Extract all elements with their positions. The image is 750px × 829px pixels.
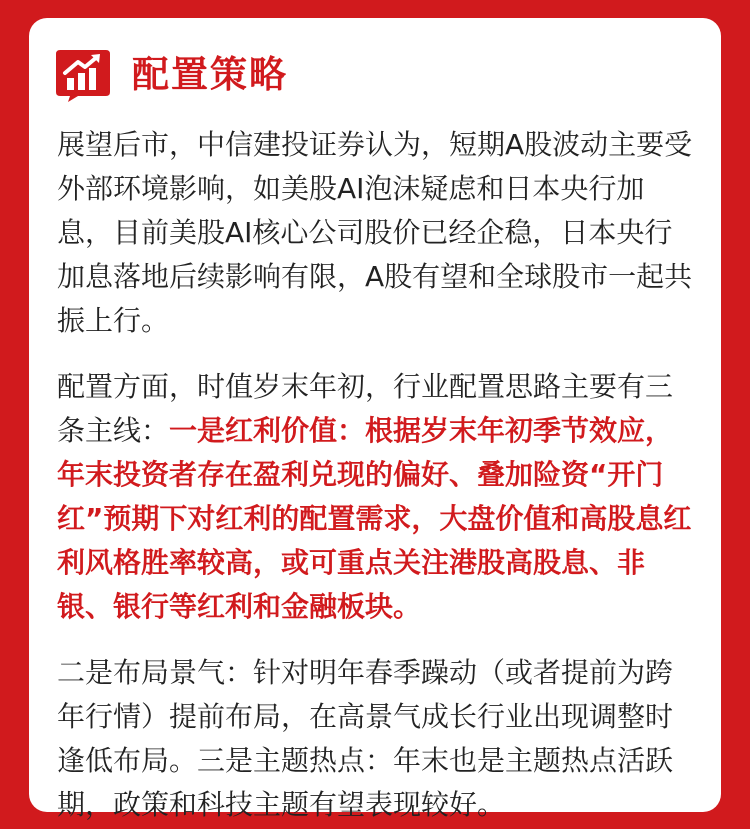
paragraph-allocation	[57, 365, 697, 629]
paragraph-outlook: 展望后市，中信建投证券认为，短期A股波动主要受外部环境影响，如美股AI泡沫疑虑和日本央行加息，目前美股AI核心公司股价已经企稳，日本央行加息落地后续影响有限，A股有望和全球股市一起共振上行。	[57, 128, 693, 337]
highlight-dividend-value: 一是红利价值：根据岁末年初季节效应，年末投资者存在盈利兑现的偏好、叠加险资“开门红”预期下对红利的配置需求，大盘价值和高股息红利风格胜率较高，或可重点关注港股高股息、非银、银行等红利和金融板块。	[57, 414, 692, 623]
section-title: 配置策略	[132, 52, 288, 96]
article-body	[57, 123, 697, 827]
paragraph-themes: 二是布局景气：针对明年春季躁动（或者提前为跨年行情）提前布局，在高景气成长行业出现调整时逢低布局。三是主题热点：年末也是主题热点活跃期，政策和科技主题有望表现较好。	[57, 656, 674, 821]
growth-chart-icon	[54, 46, 114, 102]
paragraph-allocation-intro: 配置方面，时值岁末年初，行业配置思路主要有三条主线：	[57, 370, 674, 447]
section-header	[54, 45, 288, 103]
